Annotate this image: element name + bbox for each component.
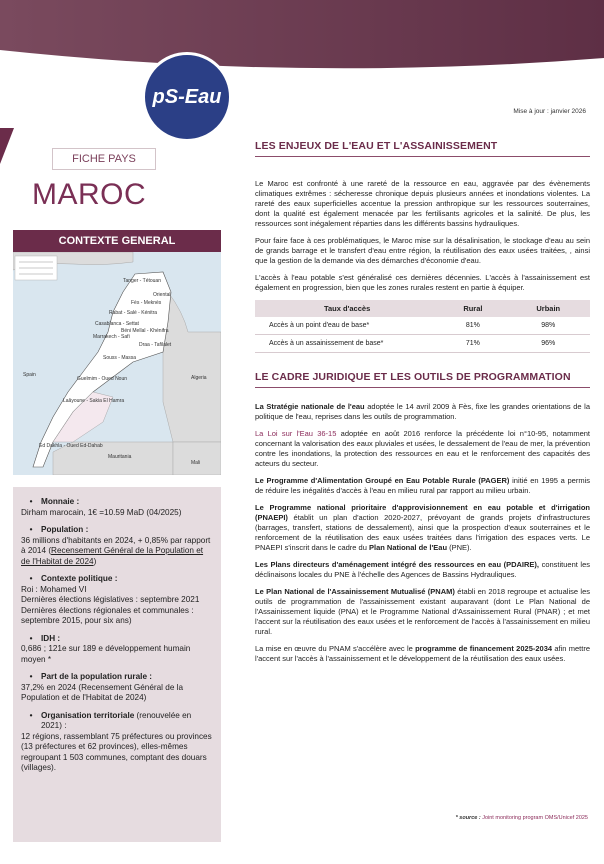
indicator-monnaie: • Monnaie : Dirham marocain, 1€ =10.59 MaD (04/2025) bbox=[21, 497, 182, 517]
table-row: Accès à un point d'eau de base* 81% 98% bbox=[255, 317, 590, 335]
indicator-politique: • Contexte politique : Roi : Mohamed VI Dernières élections législatives : septembre 2021 Dernières élections régionales et communales : septembre 2015, pour six ans) bbox=[21, 574, 200, 625]
cadre-paragraph-7: La mise en œuvre du PNAM s'accélère avec le programme de financement 2025-2034 afin mettre l'accent sur l'accès à l'assainissement et le développement de la réutilisation des eaux usées. bbox=[255, 644, 590, 663]
table-header: Rural bbox=[439, 300, 506, 317]
source-note: * source : Joint monitoring program OMS/Unicef 2025 bbox=[455, 815, 588, 821]
table-header: Taux d'accès bbox=[255, 300, 439, 317]
right-column bbox=[255, 140, 590, 671]
cadre-paragraph-6: Le Plan National de l'Assainissement Mutualisé (PNAM) établi en 2018 regroupe et actualise les outils de programmation de l'assainissement existant auparavant (dont Le Plan National de l'Assainissement liquide (PNA) et le Programme National d'Assainissement Rural (PNAR) ; et met l'accent sur la réutilisation des eaux usées et le renforcement de l'accès à l'assainissement en milieu rural. bbox=[255, 587, 591, 636]
loi-eau-link[interactable]: La Loi sur l'Eau 36-15 bbox=[255, 429, 337, 438]
map-label-algeria: Algeria bbox=[191, 375, 207, 381]
indicator-population: • Population : 36 millions d'habitants en 2024, + 0,85% par rapport à 2014 (Recensement Général de la Population et de l'Habitat de 2024) bbox=[21, 525, 211, 566]
map-label-benimellal: Béni Mellal - Khénifra bbox=[121, 328, 169, 334]
update-date: Mise à jour : janvier 2026 bbox=[513, 108, 586, 115]
map-label-rabat: Rabat - Salé - Kénitra bbox=[109, 310, 158, 316]
section-cadre-title: LE CADRE JURIDIQUE ET LES OUTILS DE PROGRAMMATION bbox=[255, 371, 590, 388]
map-label-souss: Souss - Massa bbox=[103, 355, 137, 361]
map-label-laayoune: Laâyoune - Sakia El Hamra bbox=[63, 398, 125, 404]
map-label-marrakech: Marrakech - Safi bbox=[93, 334, 130, 340]
fiche-pays-label: FICHE PAYS bbox=[52, 148, 156, 170]
indicator-territoriale: • Organisation territoriale (renouvelée en 2021) : 12 régions, rassemblant 75 préfectures ou provinces (13 préfectures et 62 provinces), elles-mêmes regroupant 1 503 communes, comptant des douars (villages). bbox=[21, 710, 212, 772]
access-table bbox=[255, 300, 590, 353]
table-header: Urbain bbox=[507, 300, 590, 317]
indicator-rurale: • Part de la population rurale : 37,2% en 2024 (Recensement Général de la Population et de l'Habitat de 2024) bbox=[21, 672, 184, 702]
header-band bbox=[0, 0, 604, 80]
source-link[interactable]: Joint monitoring program OMS/Unicef 2025 bbox=[482, 815, 588, 821]
map-label-guelmim: Guelmim - Oued Noun bbox=[77, 376, 128, 382]
map-label-casablanca: Casablanca - Settat bbox=[95, 321, 139, 327]
recensement-link[interactable]: Recensement Général de la Population et de l'Habitat de 2024 bbox=[21, 546, 204, 566]
map-label-tanger: Tanger - Tétouan bbox=[123, 278, 161, 284]
cadre-paragraph-3: Le Programme d'Alimentation Groupé en Eau Potable Rurale (PAGER) initié en 1995 a permis de réduire les inégalités d'accès à l'eau en milieu rural par rapport au milieu urbain. bbox=[255, 476, 590, 495]
morocco-map bbox=[13, 252, 221, 475]
indicator-idh: • IDH : 0,686 ; 121e sur 189 e développement humain moyen * bbox=[21, 633, 191, 664]
cadre-paragraph-5: Les Plans directeurs d'aménagement intégré des ressources en eau (PDAIRE), constituent les déclinaisons locales du PNE à l'échelle des Agences de Bassins Hydrauliques. bbox=[255, 560, 590, 579]
map-label-draa: Draa - Tafilalet bbox=[139, 342, 172, 348]
map-label-fes: Fès - Meknès bbox=[131, 300, 162, 306]
cadre-paragraph-2: La Loi sur l'Eau 36-15 adoptée en août 2016 renforce la précédente loi n°10-95, notamment concernant la valorisation des eaux pluviales et usées, le dessalement de l'eau de mer, la prévention contre les inondations, la protection des ressources en eau et le renforcement des capacités des acteurs du secteur. bbox=[255, 429, 590, 468]
pseau-logo: pS-Eau bbox=[142, 52, 232, 142]
table-row: Accès à un assainissement de base* 71% 96% bbox=[255, 335, 590, 353]
enjeux-paragraph-3: L'accès à l'eau potable s'est généralisé ces dernières décennies. L'accès à l'assainissement est également en progression, bien que les zones rurales restent en partie à équiper. bbox=[255, 273, 590, 292]
map-block bbox=[13, 230, 221, 475]
enjeux-paragraph-1: Le Maroc est confronté à une rareté de la ressource en eau, aggravée par des évènements climatiques extrêmes : sécheresse chronique depuis plusieurs années et inondations violentes. La rareté des eaux superficielles accentue la pression anthropique sur les ressources souterraines, dont la qualité est également menacée par les fertilisants agricoles et la salinité. De plus, les ressources sont inégalement réparties dans les différents bassins hydrauliques. bbox=[255, 179, 590, 228]
map-label-spain: Spain bbox=[23, 372, 36, 378]
map-label-dakhla: Ed Dakhla - Oued Ed-Dahab bbox=[39, 443, 103, 449]
section-enjeux-title: LES ENJEUX DE L'EAU ET L'ASSAINISSEMENT bbox=[255, 140, 590, 157]
country-title: MAROC bbox=[32, 178, 147, 211]
enjeux-paragraph-2: Pour faire face à ces problématiques, le Maroc mise sur la désalinisation, le stockage d'eau au sein de grands barrage et le transfert d'eau entre région, la réutilisation des eaux usées traitées, , ainsi que la gestion de la demande via des démarches d'économie d'eau. bbox=[255, 236, 590, 265]
map-label-mali: Mali bbox=[191, 460, 201, 466]
contexte-general-title: CONTEXTE GENERAL bbox=[13, 230, 221, 252]
corner-accent bbox=[0, 128, 14, 164]
map-label-oriental: Oriental bbox=[153, 292, 171, 298]
cadre-paragraph-4: Le Programme national prioritaire d'approvisionnement en eau potable et d'irrigation (PNAEPI) établit un plan d'action 2020-2027, prévoyant de grands projets d'infrastructures (barrages, transfert, stations de dessalement), ainsi que la prospection d'eaux souterraines et le renforcement de la réutilisation des eaux usées traitées dans l'irrigation des espaces verts. Le PNAEPI s'inscrit dans le cadre du Plan National de l'Eau (PNE). bbox=[255, 503, 590, 552]
map-label-mauritania: Mauritania bbox=[108, 454, 132, 460]
cadre-paragraph-1: La Stratégie nationale de l'eau adoptée le 14 avril 2009 à Fès, fixe les grandes orientations de la politique de l'eau, reprises dans les outils de programmation. bbox=[255, 402, 590, 421]
indicators-box bbox=[13, 487, 221, 842]
